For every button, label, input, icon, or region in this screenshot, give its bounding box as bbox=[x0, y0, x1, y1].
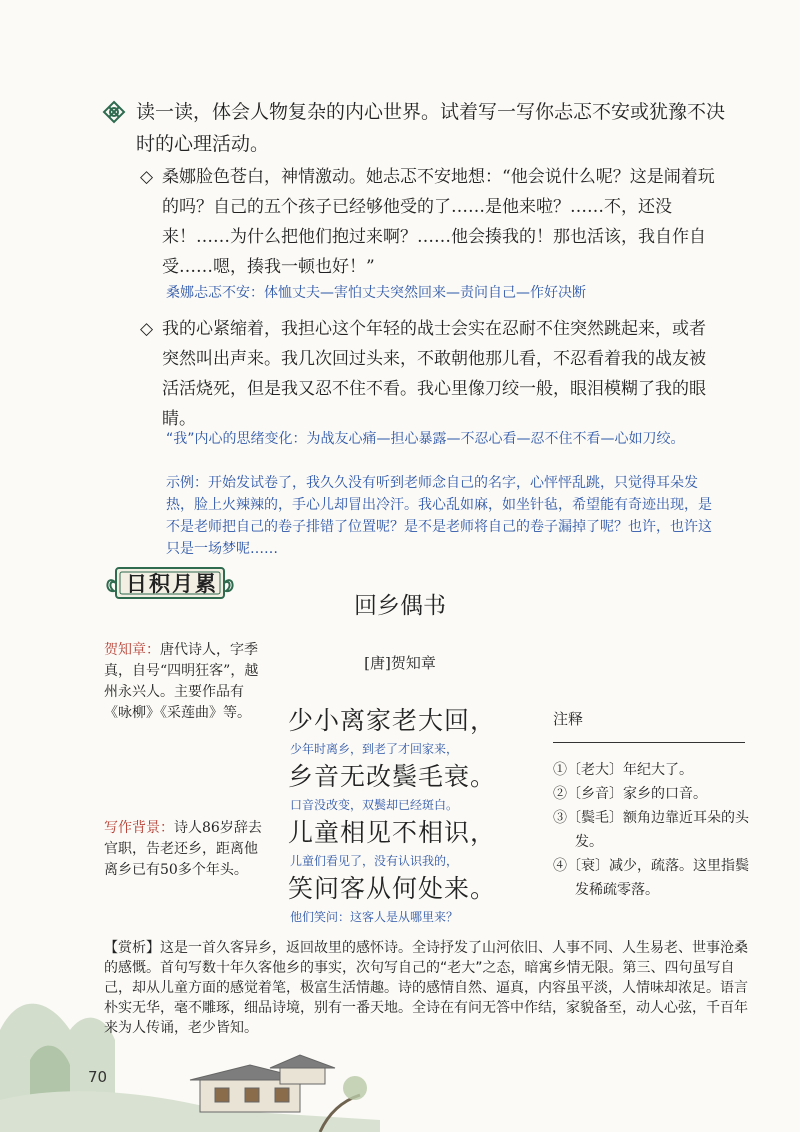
annotation-note-1: 桑娜忐忑不安：体恤丈夫—害怕丈夫突然回来—责问自己—作好决断 bbox=[166, 285, 586, 301]
poem-translation: 口音没改变，双鬓却已经斑白。 bbox=[290, 798, 459, 812]
diamond-bullet-icon: ◇ bbox=[140, 319, 154, 339]
background-sidenote bbox=[104, 818, 264, 881]
section-banner: 日积月累 bbox=[126, 572, 218, 596]
author-label: 贺知章： bbox=[104, 642, 160, 658]
poem-line: 儿童相见不相识， bbox=[288, 818, 497, 847]
poem-translation: 儿童们看见了，没有认识我的， bbox=[290, 854, 459, 868]
knot-icon bbox=[102, 100, 126, 124]
author-sidenote bbox=[104, 640, 264, 724]
poem-translation: 少年时离乡，到老了才回家来， bbox=[290, 742, 459, 756]
poem-line: 笑问客从何处来。 bbox=[288, 874, 497, 903]
appreciation-paragraph bbox=[104, 938, 752, 1038]
annotation-note-2: “我”内心的思绪变化：为战友心痛—担心暴露—不忍心看—忍不住不看—心如刀绞。 bbox=[166, 431, 685, 447]
poem-line: 乡音无改鬓毛衰。 bbox=[288, 762, 497, 791]
appreciation-label: 【赏析】 bbox=[104, 940, 160, 956]
poem-line: 少小离家老大回， bbox=[288, 706, 497, 735]
notes-heading: 注释 bbox=[553, 710, 584, 728]
author-text: 唐代诗人，字季真，自号“四明狂客”，越州永兴人。主要作品有《咏柳》《采莲曲》等。 bbox=[104, 642, 259, 721]
page-number: 70 bbox=[88, 1068, 108, 1086]
writing-sample: 示例：开始发试卷了，我久久没有听到老师念自己的名字，心怦怦乱跳，只觉得耳朵发热，脸上火辣辣的，手心儿却冒出冷汗。我心乱如麻，如坐针毡，希望能有奇迹出现，是不是老师把自己的卷子排错了位置呢？是不是老师将自己的卷子漏掉了呢？也许，也许这只是一场梦呢…… bbox=[166, 475, 712, 557]
appreciation-text: 这是一首久客异乡，返回故里的感怀诗。全诗抒发了山河依旧、人事不同、人生易老、世事沧桑的感慨。首句写数十年久客他乡的事实，次句写自己的“老大”之态，暗寓乡情无限。第三、四句虽写自己，却从儿童方面的感觉着笔，极富生活情趣。诗的感情自然、逼真，内容虽平淡，人情味却浓足。语言朴实无华，毫不雕琢，细品诗境，别有一番天地。全诗在有问无答中作结，家貌备至，动人心弦，千百年来为人传诵，老少皆知。 bbox=[104, 940, 748, 1036]
example-text-2: 我的心紧缩着，我担心这个年轻的战士会实在忍耐不住突然跳起来，或者突然叫出声来。我几次回过头来，不敢朝他那儿看，不忍看着我的战友被活活烧死，但是我又忍不住不看。我心里像刀绞一般，眼泪模糊了我的眼睛。 bbox=[162, 319, 706, 429]
poem-title: 回乡偶书 bbox=[354, 593, 446, 619]
poem-author: [唐]贺知章 bbox=[364, 654, 436, 672]
task-instruction: 读一读，体会人物复杂的内心世界。试着写一写你忐忑不安或犹豫不决时的心理活动。 bbox=[136, 101, 726, 155]
note-item: ③〔鬓毛〕额角边靠近耳朵的头发。 bbox=[553, 810, 749, 850]
poem-translation: 他们笑问：这客人是从哪里来？ bbox=[290, 910, 459, 924]
example-text-1: 桑娜脸色苍白，神情激动。她忐忑不安地想：“他会说什么呢？这是闹着玩的吗？自己的五个孩子已经够他受的了……是他来啦？……不，还没来！……为什么把他们抱过来啊？……他会揍我的！那也活该，我自作自受……嗯，揍我一顿也好！” bbox=[162, 167, 715, 277]
diamond-bullet-icon: ◇ bbox=[140, 167, 154, 187]
note-item: ②〔乡音〕家乡的口音。 bbox=[553, 786, 707, 802]
note-item: ④〔衰〕减少，疏落。这里指鬓发稀疏零落。 bbox=[553, 858, 749, 898]
example-passage-2 bbox=[140, 314, 717, 434]
background-label: 写作背景： bbox=[104, 820, 174, 836]
notes-list bbox=[553, 758, 753, 902]
notes-divider bbox=[553, 742, 745, 743]
note-item: ①〔老大〕年纪大了。 bbox=[553, 762, 693, 778]
example-passage-1 bbox=[140, 162, 717, 282]
background-text: 诗人86岁辞去官职，告老还乡，距离他离乡已有50多个年头。 bbox=[104, 820, 262, 878]
